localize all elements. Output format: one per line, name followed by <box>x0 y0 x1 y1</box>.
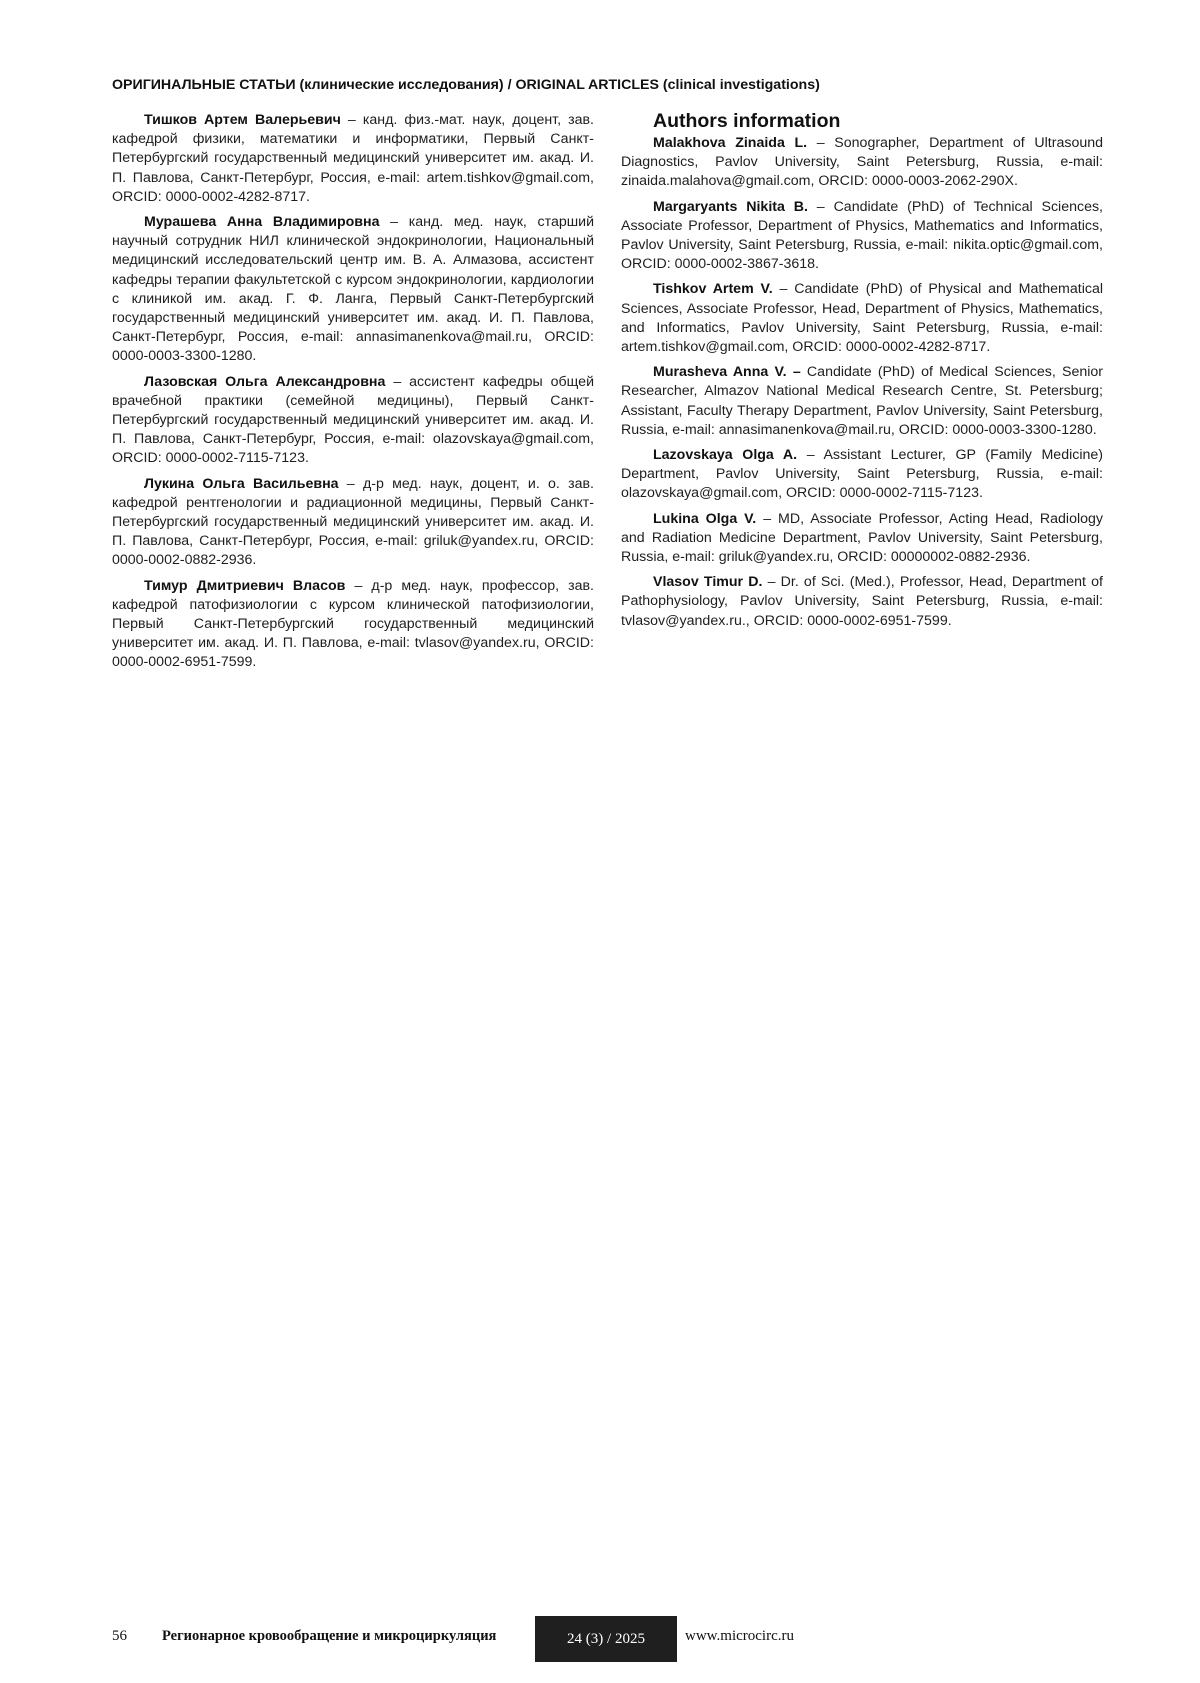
section-title-en: ORIGINAL ARTICLES <box>516 77 659 93</box>
issue-badge <box>535 1616 677 1662</box>
author-name: Мурашева Анна Владимировна <box>144 214 379 230</box>
author-details: – MD, Associate Professor, Acting Head, Radiology and Radiation Medicine Department, Pavlov University, Saint Petersburg, Russia, e-mail: griluk@yandex.ru, ORCID: 00000002-0882-2936. <box>621 511 1103 565</box>
page-footer <box>112 1616 1112 1662</box>
author-name: Лукина Ольга Васильевна <box>144 476 339 492</box>
author-entry-ru <box>112 475 594 571</box>
author-entry-en <box>621 198 1103 275</box>
author-name: Lukina Olga V. <box>653 511 756 527</box>
author-details: – канд. мед. наук, старший научный сотрудник НИЛ клинической эндокринологии, Национальный медицинский исследовательский центр им. В. А. Алмазова, ассистент кафедры терапии факультетской с курсом эндокринологии, кардиологии с клиникой им. акад. Г. Ф. Ланга, Первый Санкт-Петербургский государственный медицинский университет им. акад. И. П. Павлова, Санкт-Петербург, Россия, e-mail: annasimanenkova@mail.ru, ORCID: 0000-0003-3300-1280. <box>112 214 594 364</box>
author-name: Тимур Дмитриевич Власов <box>144 578 345 594</box>
author-details: – Candidate (PhD) of Physical and Mathematical Sciences, Associate Professor, Head, Department of Physics, Mathematics, and Informatics, Pavlov University, Saint Petersburg, Russia, e-mail: artem.tishkov@gmail.com, ORCID: 0000-0002-4282-8717. <box>621 281 1103 355</box>
issue-label: 24 (3) / 2025 <box>567 1631 645 1648</box>
author-name: Тишков Артем Валерьевич <box>144 112 341 128</box>
author-details: – Sonographer, Department of Ultrasound Diagnostics, Pavlov University, Saint Petersburg, Russia, e-mail: zinaida.malahova@gmail.com, ORCID: 0000-0003-2062-290X. <box>621 135 1103 189</box>
author-entry-en <box>621 280 1103 357</box>
section-subtitle-ru: (клинические исследования) <box>300 77 504 93</box>
page-number: 56 <box>112 1628 127 1645</box>
author-details: – Candidate (PhD) of Technical Sciences, Associate Professor, Department of Physics, Mathematics and Informatics, Pavlov University, Saint Petersburg, Russia, e-mail: nikita.optic@gmail.com, ORCID: 0000-0002-3867-3618. <box>621 199 1103 273</box>
authors-information-heading: Authors information <box>653 109 1103 133</box>
author-details: – Assistant Lecturer, GP (Family Medicine) Department, Pavlov University, Saint Petersburg, Russia, e-mail: olazovskaya@gmail.com, ORCID: 0000-0002-7115-7123. <box>621 447 1103 501</box>
author-details: – ассистент кафедры общей врачебной практики (семейной медицины), Первый Санкт-Петербургский государственный медицинский университет им. акад. И. П. Павлова, Санкт-Петербург, Россия, e-mail: olazovskaya@gmail.com, ORCID: 0000-0002-7115-7123. <box>112 374 594 467</box>
author-details: – канд. физ.-мат. наук, доцент, зав. кафедрой физики, математики и информатики, Первый Санкт-Петербургский государственный медицинский университет им. акад. И. П. Павлова, Санкт-Петербург, Россия, e-mail: artem.tishkov@gmail.com, ORCID: 0000-0002-4282-8717. <box>112 112 594 205</box>
author-name: Vlasov Timur D. <box>653 574 762 590</box>
authors-en-column <box>621 109 1103 637</box>
author-entry-ru <box>112 111 594 207</box>
author-entry-en <box>621 510 1103 568</box>
author-name: Margaryants Nikita B. <box>653 199 808 215</box>
journal-name: Регионарное кровообращение и микроциркуляция <box>162 1628 496 1645</box>
section-subtitle-en: (clinical investigations) <box>663 77 820 93</box>
author-name: Murasheva Anna V. – <box>653 364 801 380</box>
author-name: Лазовская Ольга Александровна <box>144 374 385 390</box>
author-details: – Dr. of Sci. (Med.), Professor, Head, Department of Pathophysiology, Pavlov University, Saint Petersburg, Russia, e-mail: tvlasov@yandex.ru., ORCID: 0000-0002-6951-7599. <box>621 574 1103 628</box>
author-entry-ru <box>112 373 594 469</box>
author-name: Lazovskaya Olga A. <box>653 447 797 463</box>
author-details: – д-р мед. наук, доцент, и. о. зав. кафедрой рентгенологии и радиационной медицины, Первый Санкт-Петербургский государственный медицинский университет им. акад. И. П. Павлова, Санкт-Петербург, Россия, e-mail: griluk@yandex.ru, ORCID: 0000-0002-0882-2936. <box>112 476 594 569</box>
author-name: Tishkov Artem V. <box>653 281 773 297</box>
author-entry-ru <box>112 213 594 367</box>
author-entry-en <box>621 363 1103 440</box>
running-head <box>112 77 820 93</box>
author-entry-en <box>621 134 1103 192</box>
author-entry-en <box>621 446 1103 504</box>
section-title-ru: ОРИГИНАЛЬНЫЕ СТАТЬИ <box>112 77 296 93</box>
author-entry-en <box>621 573 1103 631</box>
website-link[interactable]: www.microcirc.ru <box>685 1628 794 1645</box>
authors-ru-column <box>112 111 594 679</box>
author-entry-ru <box>112 577 594 673</box>
author-details: Candidate (PhD) of Medical Sciences, Senior Researcher, Almazov National Medical Research Centre, St. Petersburg; Assistant, Faculty Therapy Department, Pavlov University, Saint Petersburg, Russia, e-mail: annasimanenkova@mail.ru, ORCID: 0000-0003-3300-1280. <box>621 364 1103 438</box>
author-details: – д-р мед. наук, профессор, зав. кафедрой патофизиологии с курсом клинической патофизиологии, Первый Санкт-Петербургский государственный медицинский университет им. акад. И. П. Павлова, e-mail: tvlasov@yandex.ru, ORCID: 0000-0002-6951-7599. <box>112 578 594 671</box>
section-separator: / <box>508 77 512 93</box>
author-name: Malakhova Zinaida L. <box>653 135 807 151</box>
